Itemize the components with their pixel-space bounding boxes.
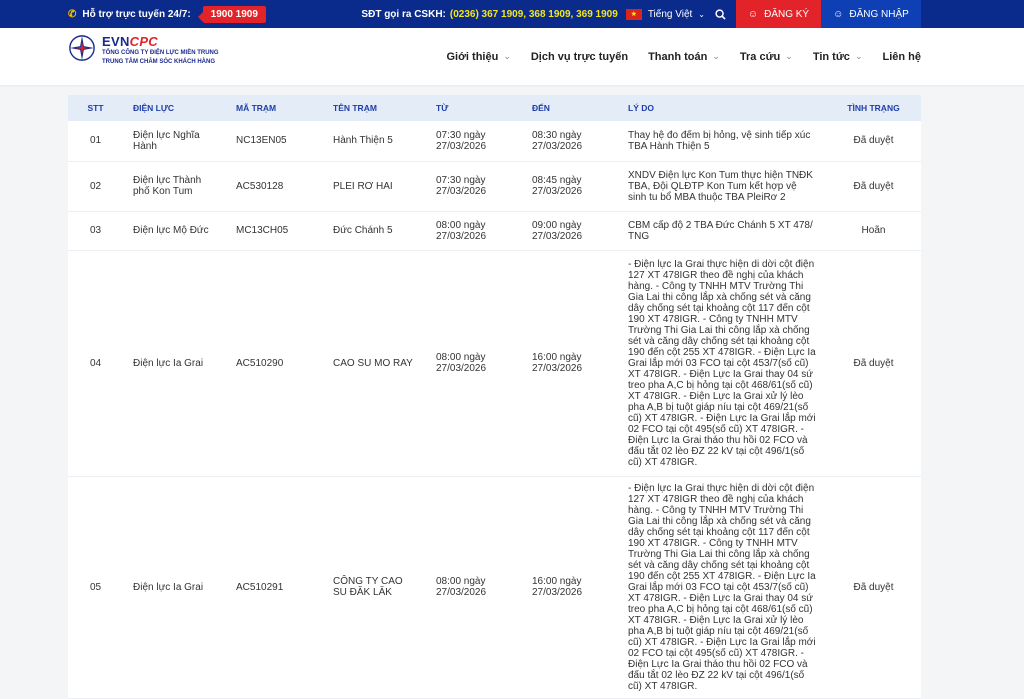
site-header — [0, 28, 1024, 85]
dien-luc-cell: Điện lực Ia Grai — [123, 476, 226, 698]
stt-cell: 04 — [68, 250, 123, 476]
table-row — [68, 250, 921, 476]
table-row — [68, 476, 921, 698]
nav-tin-tuc[interactable]: Tin tức ⌄ — [812, 50, 863, 63]
outage-schedule-table — [68, 95, 921, 699]
stt-cell: 05 — [68, 476, 123, 698]
column-header: ĐIỆN LỰC — [123, 95, 226, 121]
dien-luc-cell: Điện lực Mộ Đức — [123, 211, 226, 250]
stt-cell: 02 — [68, 161, 123, 211]
chevron-down-icon: ⌄ — [503, 51, 511, 61]
tu-cell: 08:00 ngày 27/03/2026 — [426, 250, 522, 476]
den-cell: 09:00 ngày 27/03/2026 — [522, 211, 618, 250]
den-cell: 08:45 ngày 27/03/2026 — [522, 161, 618, 211]
ten-tram-cell: PLEI RƠ HAI — [323, 161, 426, 211]
nav-gioi-thieu[interactable]: Giới thiệu ⌄ — [446, 50, 511, 63]
nav-thanh-toan[interactable]: Thanh toán ⌄ — [648, 50, 720, 63]
ly-do-cell: - Điện lực Ia Grai thực hiện di dời cột điện 127 XT 478IGR theo đề nghị của khách hàng. - Công ty TNHH MTV Trường Thi Gia Lai thi công lắp xà chống sét và căng dây chống sét tại khoảng cột 117 đến cột 190 XT 478IGR. - Công ty TNHH MTV Trường Thi Gia Lai thi công lắp xà chống sét và căng dây chống sét tại khoảng cột 190 đến cột 255 XT 478IGR. - Điện Lực Ia Grai lắp mới 03 FCO tại cột 453/7(số cũ) XT 478IGR. - Điện Lực Ia Grai thay 04 sứ treo pha A,C bị hỏng tại cột 468/61(số cũ) XT 478IGR. - Điện Lực Ia Grai xử lý lèo pha A,B bị tuột giáp níu tại cột 469/21(số cũ) XT 478IGR. - Điện Lực Ia Grai lắp mới 02 FCO tại cột 495(số cũ) XT 478IGR. - Điện Lực Ia Grai tháo thu hồi 02 FCO và đấu tắt 02 lèo ĐZ 22 kV tại cột 496/1(số cũ) XT 478IGR. — [618, 476, 826, 698]
column-header: ĐẾN — [522, 95, 618, 121]
column-header: LÝ DO — [618, 95, 826, 121]
language-label: Tiếng Việt — [647, 8, 693, 20]
nav-dich-vu[interactable]: Dịch vụ trực tuyến — [530, 50, 629, 63]
tinh-trang-cell: Đã duyệt — [826, 250, 921, 476]
ma-tram-cell: NC13EN05 — [226, 121, 323, 161]
tinh-trang-cell: Đã duyệt — [826, 161, 921, 211]
logo[interactable] — [68, 34, 219, 67]
ten-tram-cell: Hành Thiện 5 — [323, 121, 426, 161]
user-icon: ☺ — [833, 8, 844, 20]
table-row — [68, 121, 921, 161]
chevron-down-icon: ⌄ — [785, 51, 793, 61]
login-label: ĐĂNG NHẬP — [849, 8, 909, 20]
tu-cell: 07:30 ngày 27/03/2026 — [426, 121, 522, 161]
support-label: Hỗ trợ trực tuyến 24/7: — [82, 8, 191, 20]
language-selector[interactable] — [626, 9, 705, 20]
ly-do-cell: Thay hệ đo đếm bị hỏng, vệ sinh tiếp xúc TBA Hành Thiện 5 — [618, 121, 826, 161]
den-cell: 16:00 ngày 27/03/2026 — [522, 476, 618, 698]
register-label: ĐĂNG KÝ — [764, 8, 810, 20]
company-name: TỔNG CÔNG TY ĐIỆN LỰC MIỀN TRUNG — [102, 50, 219, 56]
chevron-down-icon: ⌄ — [698, 9, 705, 19]
table-row — [68, 211, 921, 250]
user-icon: ☺ — [747, 8, 759, 20]
table-row — [68, 161, 921, 211]
tu-cell: 08:00 ngày 27/03/2026 — [426, 211, 522, 250]
ten-tram-cell: CÔNG TY CAO SU ĐĂK LĂK — [323, 476, 426, 698]
chevron-down-icon: ⌄ — [712, 51, 720, 61]
ten-tram-cell: Đức Chánh 5 — [323, 211, 426, 250]
vietnam-flag-icon: ★ — [626, 9, 642, 20]
column-header: MÃ TRẠM — [226, 95, 323, 121]
ma-tram-cell: AC510291 — [226, 476, 323, 698]
dien-luc-cell: Điện lực Thành phố Kon Tum — [123, 161, 226, 211]
column-header: TÊN TRẠM — [323, 95, 426, 121]
tinh-trang-cell: Đã duyệt — [826, 476, 921, 698]
top-bar — [0, 0, 1024, 28]
search-icon[interactable] — [715, 9, 726, 20]
cskh-info — [361, 9, 617, 20]
center-name: TRUNG TÂM CHĂM SÓC KHÁCH HÀNG — [102, 59, 215, 65]
tinh-trang-cell: Đã duyệt — [826, 121, 921, 161]
ma-tram-cell: AC530128 — [226, 161, 323, 211]
stt-cell: 01 — [68, 121, 123, 161]
den-cell: 16:00 ngày 27/03/2026 — [522, 250, 618, 476]
cskh-numbers: (0236) 367 1909, 368 1909, 369 1909 — [449, 8, 618, 20]
column-header: STT — [68, 95, 123, 121]
ly-do-cell: XNDV Điện lực Kon Tum thực hiện TNĐK TBA, Đội QLĐTP Kon Tum kết hợp vệ sinh tu bổ MBA thuộc TBA PleiRơ 2 — [618, 161, 826, 211]
column-header: TÌNH TRẠNG — [826, 95, 921, 121]
dien-luc-cell: Điện lực Ia Grai — [123, 250, 226, 476]
main-nav — [446, 28, 921, 85]
ma-tram-cell: MC13CH05 — [226, 211, 323, 250]
login-button[interactable] — [821, 0, 921, 28]
ly-do-cell: CBM cấp độ 2 TBA Đức Chánh 5 XT 478/ TNG — [618, 211, 826, 250]
stt-cell: 03 — [68, 211, 123, 250]
nav-tra-cuu[interactable]: Tra cứu ⌄ — [739, 50, 793, 63]
ma-tram-cell: AC510290 — [226, 250, 323, 476]
dien-luc-cell: Điện lực Nghĩa Hành — [123, 121, 226, 161]
register-button[interactable] — [736, 0, 821, 28]
nav-lien-he[interactable]: Liên hệ — [882, 50, 921, 63]
tu-cell: 07:30 ngày 27/03/2026 — [426, 161, 522, 211]
ly-do-cell: - Điện lực Ia Grai thực hiện di dời cột điện 127 XT 478IGR theo đề nghị của khách hàng. - Công ty TNHH MTV Trường Thi Gia Lai thi công lắp xà chống sét và căng dây chống sét tại khoảng cột 117 đến cột 190 XT 478IGR. - Công ty TNHH MTV Trường Thi Gia Lai thi công lắp xà chống sét và căng dây chống sét tại khoảng cột 190 đến cột 255 XT 478IGR. - Điện Lực Ia Grai lắp mới 03 FCO tại cột 453/7(số cũ) XT 478IGR. - Điện Lực Ia Grai thay 04 sứ treo pha A,C bị hỏng tại cột 468/61(số cũ) XT 478IGR. - Điện Lực Ia Grai xử lý lèo pha A,B bị tuột giáp níu tại cột 469/21(số cũ) XT 478IGR. - Điện Lực Ia Grai lắp mới 02 FCO tại cột 495(số cũ) XT 478IGR. - Điện Lực Ia Grai tháo thu hồi 02 FCO và đấu tắt 02 lèo ĐZ 22 kV tại cột 496/1(số cũ) XT 478IGR. — [618, 250, 826, 476]
support-info — [68, 6, 266, 23]
cskh-label: SĐT gọi ra CSKH: — [361, 8, 446, 20]
brand-name: EVNCPC — [102, 34, 158, 49]
ten-tram-cell: CAO SU MO RAY — [323, 250, 426, 476]
phone-icon: ✆ — [68, 8, 77, 20]
den-cell: 08:30 ngày 27/03/2026 — [522, 121, 618, 161]
tu-cell: 08:00 ngày 27/03/2026 — [426, 476, 522, 698]
hotline-badge[interactable]: 1900 1909 — [203, 6, 266, 23]
chevron-down-icon: ⌄ — [854, 51, 863, 61]
tinh-trang-cell: Hoãn — [826, 211, 921, 250]
table-header-row — [68, 95, 921, 121]
evn-logo-icon — [68, 34, 96, 62]
column-header: TỪ — [426, 95, 522, 121]
